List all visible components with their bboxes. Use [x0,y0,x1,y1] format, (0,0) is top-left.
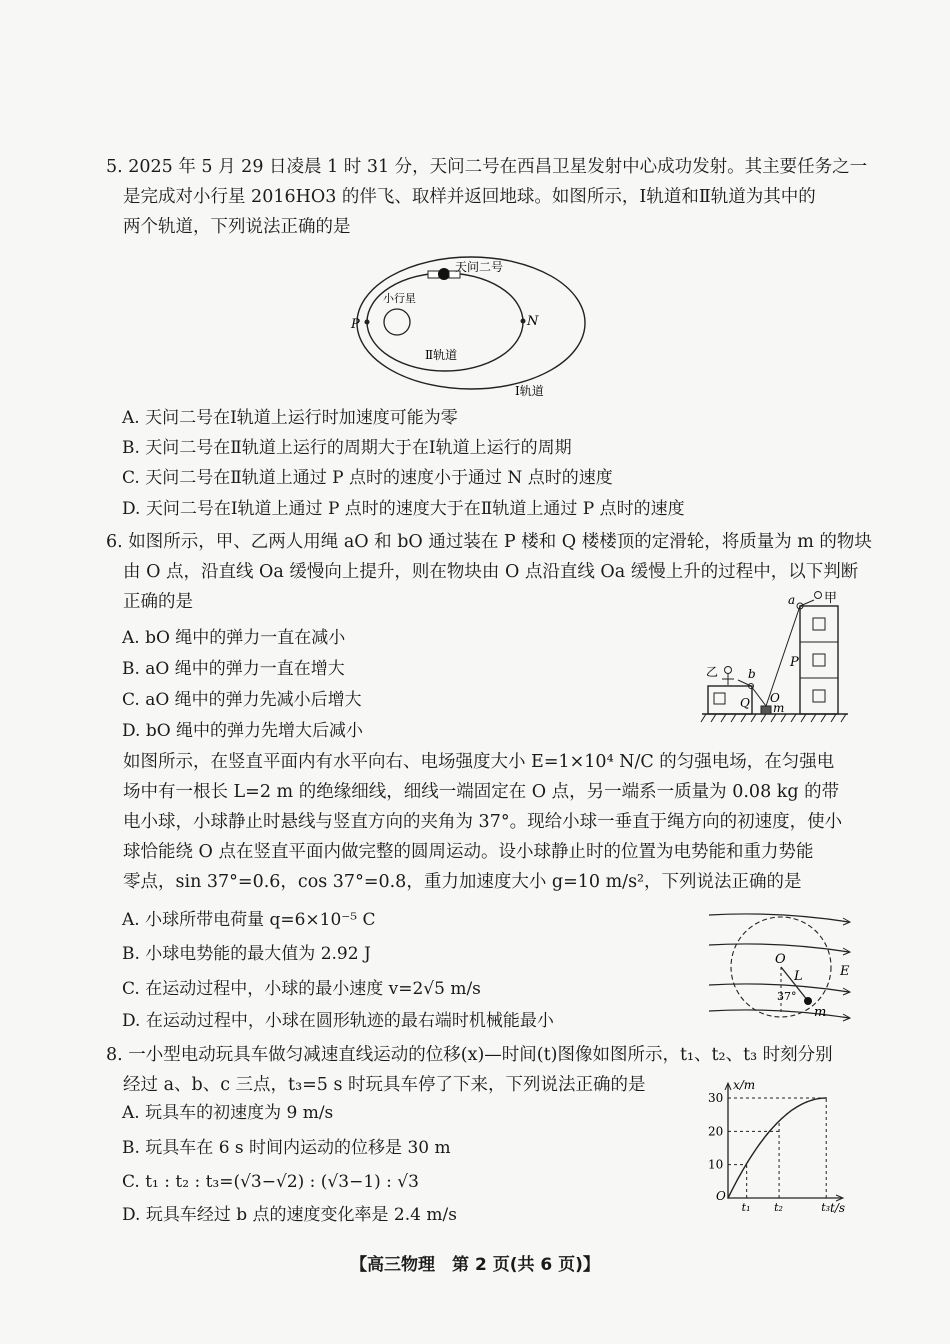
label-yi: 乙 [706,665,719,679]
q7-line-5: 零点，sin 37°=0.6，cos 37°=0.8，重力加速度大小 g=10 m/s²，下列说法正确的是 [123,872,802,892]
x-tick-label: t₂ [774,1201,783,1214]
pulley-figure [700,590,850,725]
q6-option-c: C. aO 绳中的弹力先减小后增大 [122,690,362,710]
point-P [365,320,370,325]
q7-line-2: 场中有一根长 L=2 m 的绝缘细线，细线一端固定在 O 点，另一端系一质量为 0.08 kg 的带 [123,782,840,802]
q7-option-c: C. 在运动过程中，小球的最小速度 v=2√5 m/s [122,979,481,999]
q5-option-d: D. 天问二号在Ⅰ轨道上通过 P 点时的速度大于在Ⅱ轨道上通过 P 点时的速度 [122,499,685,519]
xt-chart [700,1078,860,1220]
origin-label: O [716,1189,726,1203]
q5-option-b: B. 天问二号在Ⅱ轨道上运行的周期大于在Ⅰ轨道上运行的周期 [122,438,572,458]
data-point [747,1161,749,1163]
probe-panel-left [428,271,439,278]
label-b: b [748,667,756,681]
y-tick-label: 20 [708,1124,724,1139]
q5-line-3: 两个轨道，下列说法正确的是 [123,217,351,237]
label-angle: 37° [777,990,797,1003]
data-point [766,1133,768,1135]
data-point [786,1113,788,1115]
person-yi [725,667,732,674]
orbit-1 [357,257,585,389]
q8-option-a: A. 玩具车的初速度为 9 m/s [122,1103,334,1123]
question-7 [106,747,866,897]
q8-option-d: D. 玩具车经过 b 点的速度变化率是 2.4 m/s [122,1205,457,1225]
point-N [521,319,526,324]
label-Q: Q [740,696,750,710]
person-jia [815,592,822,599]
q6-option-a: A. bO 绳中的弹力一直在减小 [122,628,346,648]
q5-option-a: A. 天问二号在Ⅰ轨道上运行时加速度可能为零 [122,408,458,428]
q6-line-3: 正确的是 [123,592,193,612]
q6-line-1: 6. 如图所示，甲、乙两人用绳 aO 和 bO 通过装在 P 楼和 Q 楼楼顶的定滑轮，将质量为 m 的物块 [106,532,872,552]
block-m [761,706,771,714]
field-figure [704,905,854,1030]
q8-line-2: 经过 a、b、c 三点，t₃=5 s 时玩具车停了下来，下列说法正确的是 [123,1075,646,1095]
question-5 [106,152,866,242]
q7-line-1: 如图所示，在竖直平面内有水平向右、电场强度大小 E=1×10⁴ N/C 的匀强电场，在匀强电 [123,752,835,772]
xt-curve [728,1098,826,1198]
ball-m [804,997,812,1005]
label-asteroid: 小行星 [383,292,416,305]
label-m: m [773,701,785,715]
label-a: a [788,593,796,607]
q7-option-a: A. 小球所带电荷量 q=6×10⁻⁵ C [122,910,376,930]
y-tick-label: 30 [708,1091,724,1105]
y-axis-label: x/m [733,1078,756,1092]
q6-option-b: B. aO 绳中的弹力一直在增大 [122,659,345,679]
x-tick-label: t₃ [821,1201,831,1214]
label-probe: 天问二号 [455,260,504,274]
q7-line-4: 球恰能绕 O 点在竖直平面内做完整的圆周运动。设小球静止时的位置为电势能和重力势能 [123,842,814,862]
q5-line-2: 是完成对小行星 2016HO3 的伴飞、取样并返回地球。如图所示，Ⅰ轨道和Ⅱ轨道为其中的 [123,187,816,207]
q7-line-3: 电小球，小球静止时悬线与竖直方向的夹角为 37°。现给小球一垂直于绳方向的初速度，使小 [123,812,843,832]
data-point [727,1197,729,1199]
probe-body [438,268,450,280]
q8-option-c: C. t₁ : t₂ : t₃=(√3−√2) : (√3−1) : √3 [122,1172,419,1192]
y-tick-label: 10 [708,1157,724,1172]
x-tick-label: t₁ [741,1201,751,1214]
q5-option-c: C. 天问二号在Ⅱ轨道上通过 P 点时的速度小于通过 N 点时的速度 [122,468,613,488]
label-m: m [814,1005,827,1020]
label-N: N [527,314,539,329]
label-E: E [840,964,850,979]
x-axis-label: t/s [830,1201,846,1215]
label-O: O [775,952,786,967]
q6-option-d: D. bO 绳中的弹力先增大后减小 [122,721,364,741]
label-orbit-2: Ⅱ轨道 [425,348,458,362]
label-P: P [351,317,360,332]
q7-option-b: B. 小球电势能的最大值为 2.92 J [122,944,371,964]
q8-line-1: 8. 一小型电动玩具车做匀减速直线运动的位移(x)—时间(t)图像如图所示，t₁、t₂、t₃ 时刻分别 [106,1045,833,1065]
label-orbit-1: Ⅰ轨道 [515,384,544,398]
page-footer: 【高三物理 第 2 页(共 6 页)】 [350,1255,600,1275]
building-P [800,606,838,714]
field-line-1 [709,914,849,922]
asteroid [384,309,410,335]
data-point [806,1101,808,1103]
orbit-figure [345,250,595,405]
q6-line-2: 由 O 点，沿直线 Oa 缓慢向上提升，则在物块由 O 点沿直线 Oa 缓慢上升的过程中，以下判断 [123,562,859,582]
label-jia: 甲 [824,591,838,606]
q8-option-b: B. 玩具车在 6 s 时间内运动的位移是 30 m [122,1138,451,1158]
label-O: O [770,691,780,705]
q5-line-1: 5. 2025 年 5 月 29 日凌晨 1 时 31 分，天问二号在西昌卫星发射中心成功发射。其主要任务之一 [106,157,868,177]
label-L: L [794,969,803,984]
label-P: P [790,655,799,670]
rope-bO [751,686,766,706]
q7-option-d: D. 在运动过程中，小球在圆形轨迹的最右端时机械能最小 [122,1011,554,1031]
